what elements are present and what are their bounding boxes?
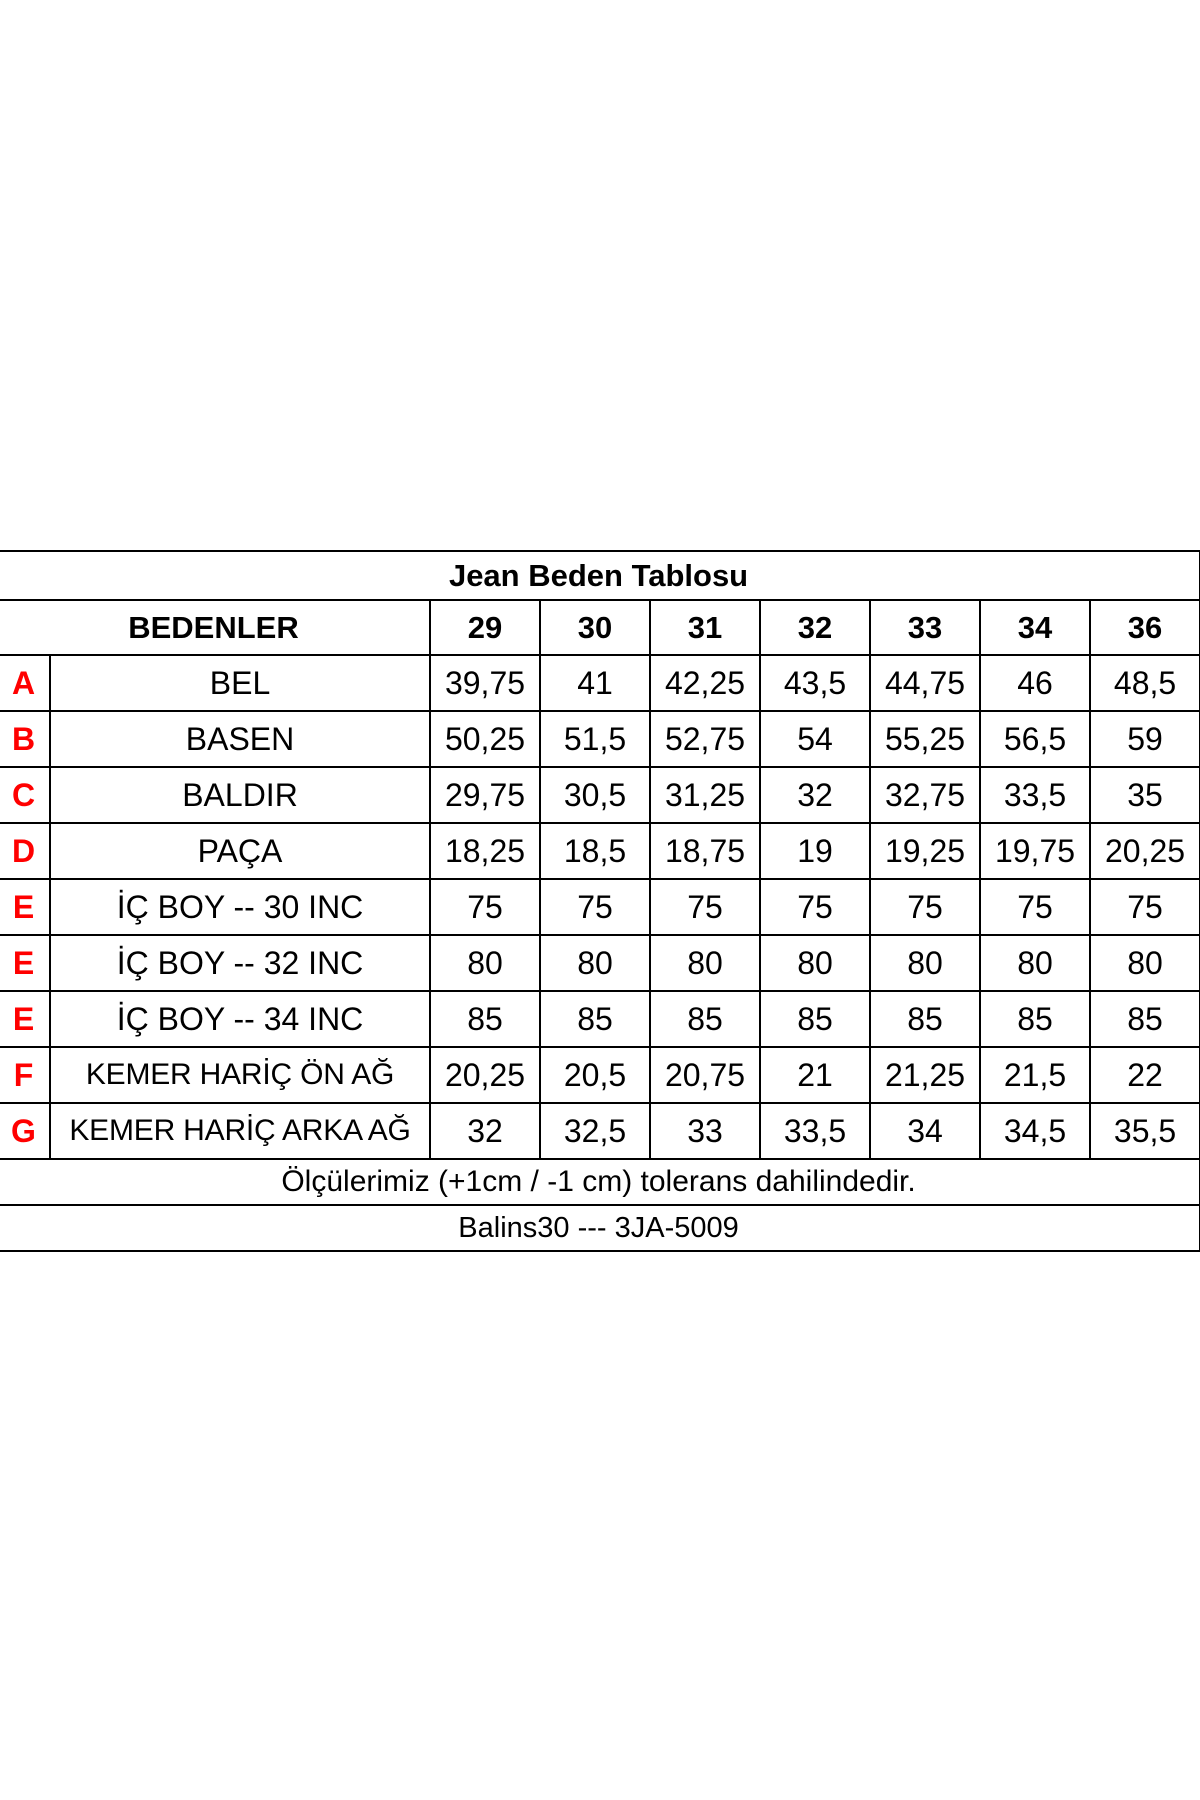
size-value-cell: 48,5 (1090, 655, 1200, 711)
row-label: BEL (50, 655, 430, 711)
row-letter: B (0, 711, 50, 767)
size-value-cell: 35,5 (1090, 1103, 1200, 1159)
table-title: Jean Beden Tablosu (0, 551, 1200, 600)
size-value-cell: 30,5 (540, 767, 650, 823)
row-letter: E (0, 935, 50, 991)
measurement-row (0, 767, 1200, 823)
size-value-cell: 85 (1090, 991, 1200, 1047)
measurement-row (0, 711, 1200, 767)
size-value-cell: 50,25 (430, 711, 540, 767)
row-label: İÇ BOY -- 34 INC (50, 991, 430, 1047)
row-label: İÇ BOY -- 30 INC (50, 879, 430, 935)
size-value-cell: 80 (870, 935, 980, 991)
size-value-cell: 19 (760, 823, 870, 879)
measurement-row (0, 991, 1200, 1047)
size-value-cell: 75 (1090, 879, 1200, 935)
size-header: 30 (540, 600, 650, 655)
size-value-cell: 41 (540, 655, 650, 711)
measurement-row (0, 655, 1200, 711)
size-value-cell: 33,5 (980, 767, 1090, 823)
row-label: BALDIR (50, 767, 430, 823)
row-letter: A (0, 655, 50, 711)
row-letter: E (0, 991, 50, 1047)
tolerance-note: Ölçülerimiz (+1cm / -1 cm) tolerans dahilindedir. (0, 1159, 1200, 1205)
size-value-cell: 22 (1090, 1047, 1200, 1103)
size-value-cell: 20,25 (1090, 823, 1200, 879)
size-value-cell: 75 (980, 879, 1090, 935)
size-value-cell: 20,5 (540, 1047, 650, 1103)
size-header: 32 (760, 600, 870, 655)
size-value-cell: 33,5 (760, 1103, 870, 1159)
row-letter: E (0, 879, 50, 935)
size-value-cell: 29,75 (430, 767, 540, 823)
size-value-cell: 85 (760, 991, 870, 1047)
size-value-cell: 21,5 (980, 1047, 1090, 1103)
size-header: 34 (980, 600, 1090, 655)
row-label: KEMER HARİÇ ÖN AĞ (50, 1047, 430, 1103)
size-value-cell: 32,5 (540, 1103, 650, 1159)
size-value-cell: 75 (650, 879, 760, 935)
row-label: KEMER HARİÇ ARKA AĞ (50, 1103, 430, 1159)
size-value-cell: 44,75 (870, 655, 980, 711)
size-value-cell: 32 (430, 1103, 540, 1159)
size-value-cell: 80 (650, 935, 760, 991)
size-value-cell: 32,75 (870, 767, 980, 823)
size-value-cell: 59 (1090, 711, 1200, 767)
size-value-cell: 19,25 (870, 823, 980, 879)
size-chart (0, 550, 1199, 1252)
size-value-cell: 55,25 (870, 711, 980, 767)
measurement-row (0, 879, 1200, 935)
size-value-cell: 85 (430, 991, 540, 1047)
size-value-cell: 31,25 (650, 767, 760, 823)
size-value-cell: 46 (980, 655, 1090, 711)
header-label: BEDENLER (0, 600, 430, 655)
size-value-cell: 51,5 (540, 711, 650, 767)
row-label: BASEN (50, 711, 430, 767)
size-header: 31 (650, 600, 760, 655)
size-value-cell: 85 (650, 991, 760, 1047)
title-row (0, 551, 1200, 600)
size-value-cell: 18,75 (650, 823, 760, 879)
size-value-cell: 54 (760, 711, 870, 767)
size-value-cell: 34,5 (980, 1103, 1090, 1159)
size-value-cell: 80 (540, 935, 650, 991)
row-label: İÇ BOY -- 32 INC (50, 935, 430, 991)
tolerance-row (0, 1159, 1200, 1205)
measurement-row (0, 823, 1200, 879)
row-letter: F (0, 1047, 50, 1103)
size-value-cell: 32 (760, 767, 870, 823)
size-header: 36 (1090, 600, 1200, 655)
measurement-row (0, 1047, 1200, 1103)
row-letter: C (0, 767, 50, 823)
size-value-cell: 80 (1090, 935, 1200, 991)
size-value-cell: 80 (430, 935, 540, 991)
size-value-cell: 75 (760, 879, 870, 935)
size-value-cell: 33 (650, 1103, 760, 1159)
size-header: 33 (870, 600, 980, 655)
size-value-cell: 21 (760, 1047, 870, 1103)
row-letter: D (0, 823, 50, 879)
size-value-cell: 39,75 (430, 655, 540, 711)
size-value-cell: 80 (760, 935, 870, 991)
size-value-cell: 21,25 (870, 1047, 980, 1103)
size-value-cell: 34 (870, 1103, 980, 1159)
product-code: Balins30 --- 3JA-5009 (0, 1205, 1200, 1251)
size-header: 29 (430, 600, 540, 655)
size-value-cell: 56,5 (980, 711, 1090, 767)
size-value-cell: 18,5 (540, 823, 650, 879)
size-value-cell: 18,25 (430, 823, 540, 879)
product-code-row (0, 1205, 1200, 1251)
size-value-cell: 42,25 (650, 655, 760, 711)
size-table (0, 550, 1200, 1252)
size-value-cell: 75 (430, 879, 540, 935)
size-value-cell: 85 (870, 991, 980, 1047)
row-letter: G (0, 1103, 50, 1159)
size-value-cell: 43,5 (760, 655, 870, 711)
size-value-cell: 80 (980, 935, 1090, 991)
row-label: PAÇA (50, 823, 430, 879)
measurement-row (0, 935, 1200, 991)
size-value-cell: 52,75 (650, 711, 760, 767)
size-value-cell: 75 (870, 879, 980, 935)
header-row (0, 600, 1200, 655)
size-value-cell: 20,25 (430, 1047, 540, 1103)
size-value-cell: 75 (540, 879, 650, 935)
size-value-cell: 19,75 (980, 823, 1090, 879)
measurement-row (0, 1103, 1200, 1159)
size-value-cell: 35 (1090, 767, 1200, 823)
size-value-cell: 20,75 (650, 1047, 760, 1103)
size-value-cell: 85 (540, 991, 650, 1047)
size-value-cell: 85 (980, 991, 1090, 1047)
